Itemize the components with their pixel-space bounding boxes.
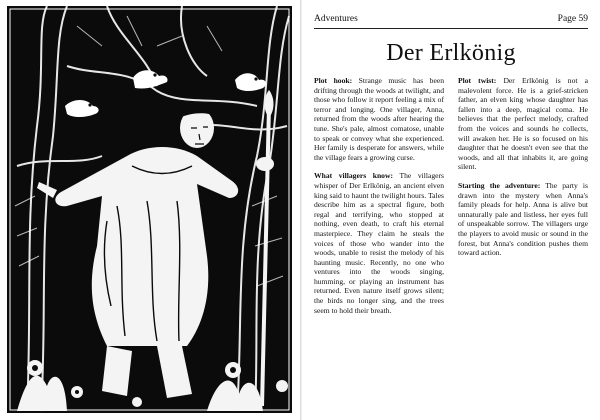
page-title: Der Erlkönig — [386, 40, 516, 66]
page-number: Page 59 — [557, 14, 588, 24]
paragraph-plot-twist — [458, 76, 588, 172]
left-column — [314, 76, 444, 324]
paragraph-text: The party is drawn into the mystery when Anna's family pleads for help. Anna is alive but unnaturally pale and listless, her eyes full of unspeakable sorrow. The villagers urge the players to avoid music or sound in the forest, but Anna's condition pushes them toward action. — [458, 180, 588, 258]
paragraph-plot-hook — [314, 76, 444, 162]
woodcut-illustration — [7, 6, 292, 413]
text-page — [310, 0, 592, 420]
woodcut-illustration-erlking-icon — [7, 6, 292, 413]
paragraph-label: What villagers know: — [314, 171, 393, 181]
paragraph-text: Strange music has been drifting through the woods at twilight, and those who follow it report feeling a mix of terror and longing. One villager, Anna, returned from the woods after hearing the tune. She's pale, almost comatose, unable to speak or convey what she experienced. Her family is desperate for answers, while the village fears a growing curse. — [314, 76, 444, 162]
paragraph-what-villagers-know — [314, 171, 444, 315]
section-name: Adventures — [314, 14, 358, 24]
right-column — [458, 76, 588, 267]
paragraph-label: Plot twist: — [458, 76, 497, 85]
page-gutter — [300, 0, 302, 420]
paragraph-text: The villagers whisper of Der Erlkönig, an ancient elven king said to haunt the twilight hours. Tales describe him as a spectral figure, both regal and terrifying, who stopped at nothing, even death, to craft his eternal masterpiece. They claim he steals the voices of those who wander into the woods, unable to resist the melody of his haunting music. Recently, no one who ventures into the woods singing, humming, or playing an instrument has returned. Even nature itself grows silent; the birds no longer sing, and the trees seem to hold their breath. — [314, 171, 444, 315]
header-rule — [314, 28, 588, 29]
paragraph-starting-the-adventure — [458, 181, 588, 258]
paragraph-label: Starting the adventure: — [458, 180, 541, 190]
paragraph-text: Der Erlkönig is not a malevolent force. He is a grief-stricken father, an elven king whose daughter has fallen into a deep, magical coma. He believes that the perfect melody, crafted from the voices and sounds he collects, will awaken her. He is so focused on his daughter that he doesn't even see that the woods, and all that inhabits it, are going silent. — [458, 76, 588, 172]
paragraph-label: Plot hook: — [314, 76, 353, 85]
